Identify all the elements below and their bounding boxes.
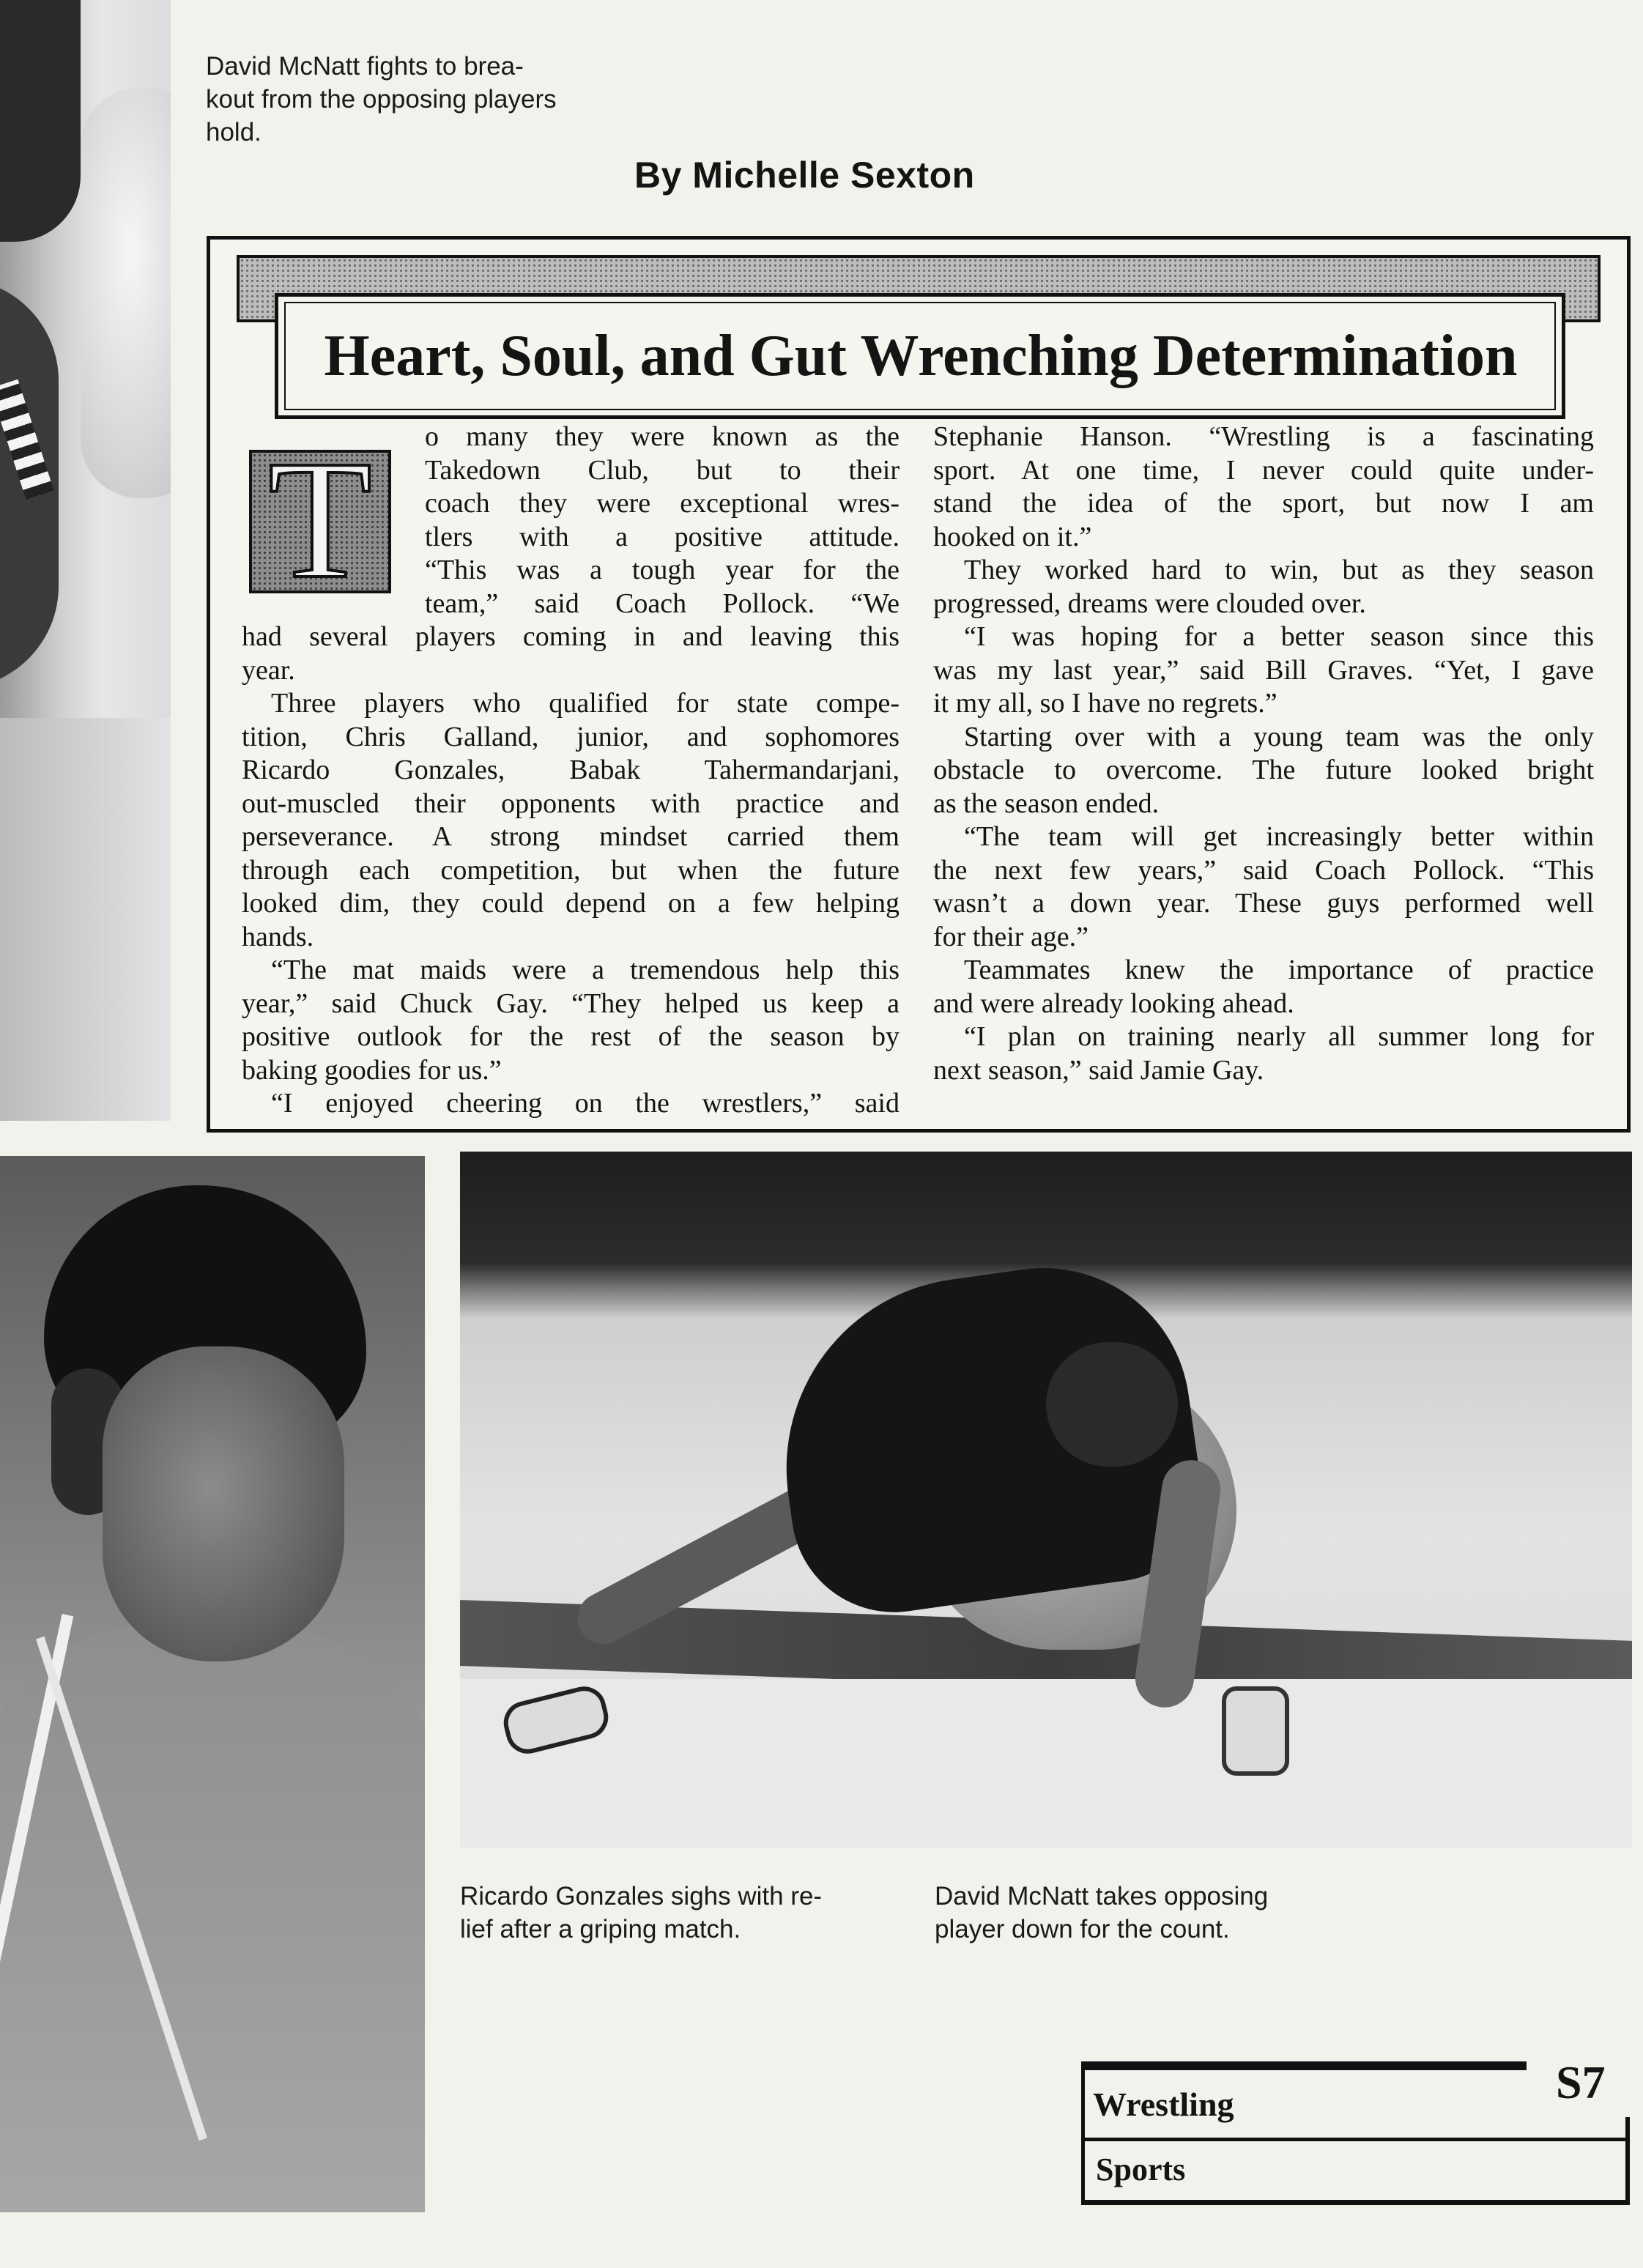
article-line: Ricardo Gonzales, Babak Tahermandarjani, <box>242 755 900 785</box>
article-line: Starting over with a young team was the only <box>964 722 1594 752</box>
article-line: positive outlook for the rest of the season by <box>242 1021 900 1052</box>
article-line: next season,” said Jamie Gay. <box>933 1055 1264 1086</box>
article-line: team,” said Coach Pollock. “We <box>425 588 900 619</box>
article-line: “The team will get increasingly better within <box>964 821 1594 852</box>
article-line: stand the idea of the sport, but now I am <box>933 488 1594 519</box>
caption-bottom-right <box>935 1880 1268 1946</box>
footer-right-rule <box>1625 2117 1630 2205</box>
article-title: Heart, Soul, and Gut Wrenching Determination <box>324 324 1518 388</box>
article-line: tition, Chris Galland, junior, and sophomores <box>242 722 900 752</box>
article-line: sport. At one time, I never could quite under- <box>933 455 1594 486</box>
article-line: “This was a tough year for the <box>425 555 900 585</box>
article-line: looked dim, they could depend on a few helping <box>242 888 900 919</box>
caption-bottom-left <box>460 1880 822 1946</box>
caption-line: David McNatt takes opposing <box>935 1882 1269 1911</box>
photo-wrestling-match <box>460 1152 1632 1848</box>
caption-top-line: kout from the opposing players <box>206 85 557 114</box>
article-line: Teammates knew the importance of practice <box>964 955 1594 985</box>
photo-strip-left <box>0 0 171 1121</box>
article-line: year. <box>242 655 295 686</box>
article-line: wasn’t a down year. These guys performed well <box>933 888 1594 919</box>
article-line: hands. <box>242 922 314 952</box>
article-line: out-muscled their opponents with practice and <box>242 788 900 819</box>
footer-top-rule <box>1081 2061 1527 2070</box>
caption-top <box>206 50 557 149</box>
article-line: perseverance. A strong mindset carried them <box>242 821 900 852</box>
caption-top-line: David McNatt fights to brea- <box>206 52 524 81</box>
caption-line: Ricardo Gonzales sighs with re- <box>460 1882 823 1911</box>
article-line: as the season ended. <box>933 788 1160 819</box>
drop-cap: T <box>268 426 372 614</box>
caption-top-line: hold. <box>206 118 262 147</box>
article-line: Stephanie Hanson. “Wrestling is a fascinating <box>933 421 1594 452</box>
article-line: year,” said Chuck Gay. “They helped us keep a <box>242 988 900 1019</box>
footer-divider <box>1081 2138 1630 2141</box>
article-line: through each competition, but when the future <box>242 855 900 886</box>
article-line: and were already looking ahead. <box>933 988 1294 1019</box>
article-line: o many they were known as the <box>425 421 900 452</box>
photo-ricardo-gonzales <box>0 1156 425 2212</box>
article-line: progressed, dreams were clouded over. <box>933 588 1366 619</box>
byline: By Michelle Sexton <box>634 155 975 196</box>
article-line: the next few years,” said Coach Pollock. “This <box>933 855 1594 886</box>
article-line: “I was hoping for a better season since this <box>964 621 1594 652</box>
article-line: baking goodies for us.” <box>242 1055 502 1086</box>
article-line: had several players coming in and leaving this <box>242 621 900 652</box>
article-line: They worked hard to win, but as they season <box>964 555 1594 585</box>
article-line: “I plan on training nearly all summer long for <box>964 1021 1594 1052</box>
caption-line: player down for the count. <box>935 1915 1230 1943</box>
article-line: Takedown Club, but to their <box>425 455 900 486</box>
article-line: tlers with a positive attitude. <box>425 522 900 552</box>
article-line: it my all, so I have no regrets.” <box>933 688 1277 719</box>
article-line: hooked on it.” <box>933 522 1092 552</box>
article-line: was my last year,” said Bill Graves. “Yet, I gave <box>933 655 1594 686</box>
caption-line: lief after a griping match. <box>460 1915 741 1943</box>
article-line: for their age.” <box>933 922 1089 952</box>
article-line: coach they were exceptional wres- <box>425 488 900 519</box>
page-number: S7 <box>1556 2056 1606 2108</box>
footer-category-label: Sports <box>1096 2152 1186 2187</box>
article-line: “I enjoyed cheering on the wrestlers,” said <box>271 1088 900 1119</box>
article-line: obstacle to overcome. The future looked bright <box>933 755 1594 785</box>
footer-section-label: Wrestling <box>1093 2086 1234 2123</box>
article-line: “The mat maids were a tremendous help this <box>271 955 900 985</box>
article-line: Three players who qualified for state compe- <box>271 688 900 719</box>
